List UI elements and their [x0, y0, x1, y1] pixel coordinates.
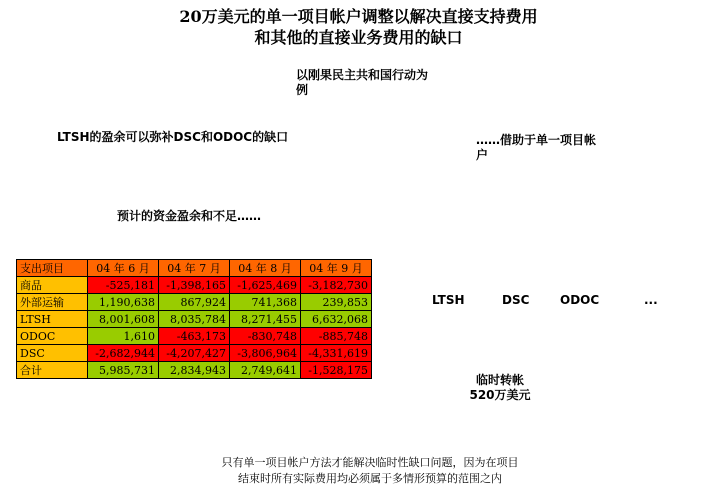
- table-total-row: [17, 362, 372, 379]
- footer-note: [180, 455, 560, 487]
- value-cell: -3,806,964: [230, 345, 301, 362]
- title-line-2: 和其他的直接业务费用的缺口: [254, 28, 463, 47]
- single-account-note: [476, 133, 636, 163]
- table-row: [17, 328, 372, 345]
- value-cell: -830,748: [230, 328, 301, 345]
- value-cell: -2,682,944: [88, 345, 159, 362]
- row-label: 外部运输: [17, 294, 88, 311]
- title-line-1: 20万美元的单一项目帐户调整以解决直接支持费用: [179, 7, 538, 26]
- case-subtitle: [296, 68, 476, 98]
- value-cell: 1,610: [88, 328, 159, 345]
- value-cell: -3,182,730: [301, 277, 372, 294]
- table-row: [17, 277, 372, 294]
- value-cell: -4,331,619: [301, 345, 372, 362]
- column-label-dsc: DSC: [502, 293, 530, 307]
- slide-title: [0, 6, 717, 48]
- value-cell: -4,207,427: [159, 345, 230, 362]
- value-cell: -885,748: [301, 328, 372, 345]
- subtitle-line-2: 例: [296, 83, 309, 97]
- table-row: [17, 345, 372, 362]
- value-cell: -1,398,165: [159, 277, 230, 294]
- right-note-line-1: ……借助于单一项目帐: [476, 133, 597, 147]
- value-cell: 2,834,943: [159, 362, 230, 379]
- surplus-note: LTSH的盈余可以弥补DSC和ODOC的缺口: [57, 130, 289, 144]
- header-cell: 04 年 7 月: [159, 260, 230, 277]
- value-cell: -1,625,469: [230, 277, 301, 294]
- temporary-transfer: [460, 373, 540, 403]
- footer-line-2: 结束时所有实际费用均必须属于多情形预算的范围之内: [238, 472, 502, 485]
- row-label: DSC: [17, 345, 88, 362]
- subtitle-line-1: 以刚果民主共和国行动为: [296, 68, 429, 82]
- header-cell: 04 年 8 月: [230, 260, 301, 277]
- table-header-row: [17, 260, 372, 277]
- column-label-odoc: ODOC: [560, 293, 600, 307]
- header-cell: 04 年 9 月: [301, 260, 372, 277]
- footer-line-1: 只有单一项目帐户方法才能解决临时性缺口问题，因为在项目: [221, 456, 519, 469]
- transfer-line-2: 520万美元: [469, 388, 531, 402]
- value-cell: 6,632,068: [301, 311, 372, 328]
- row-label: ODOC: [17, 328, 88, 345]
- budget-table: [16, 259, 372, 379]
- column-label-ellipsis: ...: [644, 293, 658, 307]
- value-cell: -463,173: [159, 328, 230, 345]
- forecast-label: 预计的资金盈余和不足……: [117, 209, 262, 223]
- header-cell: 04 年 6 月: [88, 260, 159, 277]
- right-note-line-2: 户: [476, 148, 489, 162]
- table-row: [17, 311, 372, 328]
- row-label: 合计: [17, 362, 88, 379]
- header-cell: 支出项目: [17, 260, 88, 277]
- value-cell: 8,001,608: [88, 311, 159, 328]
- value-cell: 1,190,638: [88, 294, 159, 311]
- value-cell: -525,181: [88, 277, 159, 294]
- account-columns: [432, 293, 672, 309]
- row-label: LTSH: [17, 311, 88, 328]
- value-cell: 867,924: [159, 294, 230, 311]
- value-cell: -1,528,175: [301, 362, 372, 379]
- value-cell: 8,271,455: [230, 311, 301, 328]
- column-label-ltsh: LTSH: [432, 293, 465, 307]
- transfer-line-1: 临时转帐: [475, 373, 524, 387]
- value-cell: 5,985,731: [88, 362, 159, 379]
- table-row: [17, 294, 372, 311]
- value-cell: 239,853: [301, 294, 372, 311]
- value-cell: 741,368: [230, 294, 301, 311]
- value-cell: 2,749,641: [230, 362, 301, 379]
- row-label: 商品: [17, 277, 88, 294]
- value-cell: 8,035,784: [159, 311, 230, 328]
